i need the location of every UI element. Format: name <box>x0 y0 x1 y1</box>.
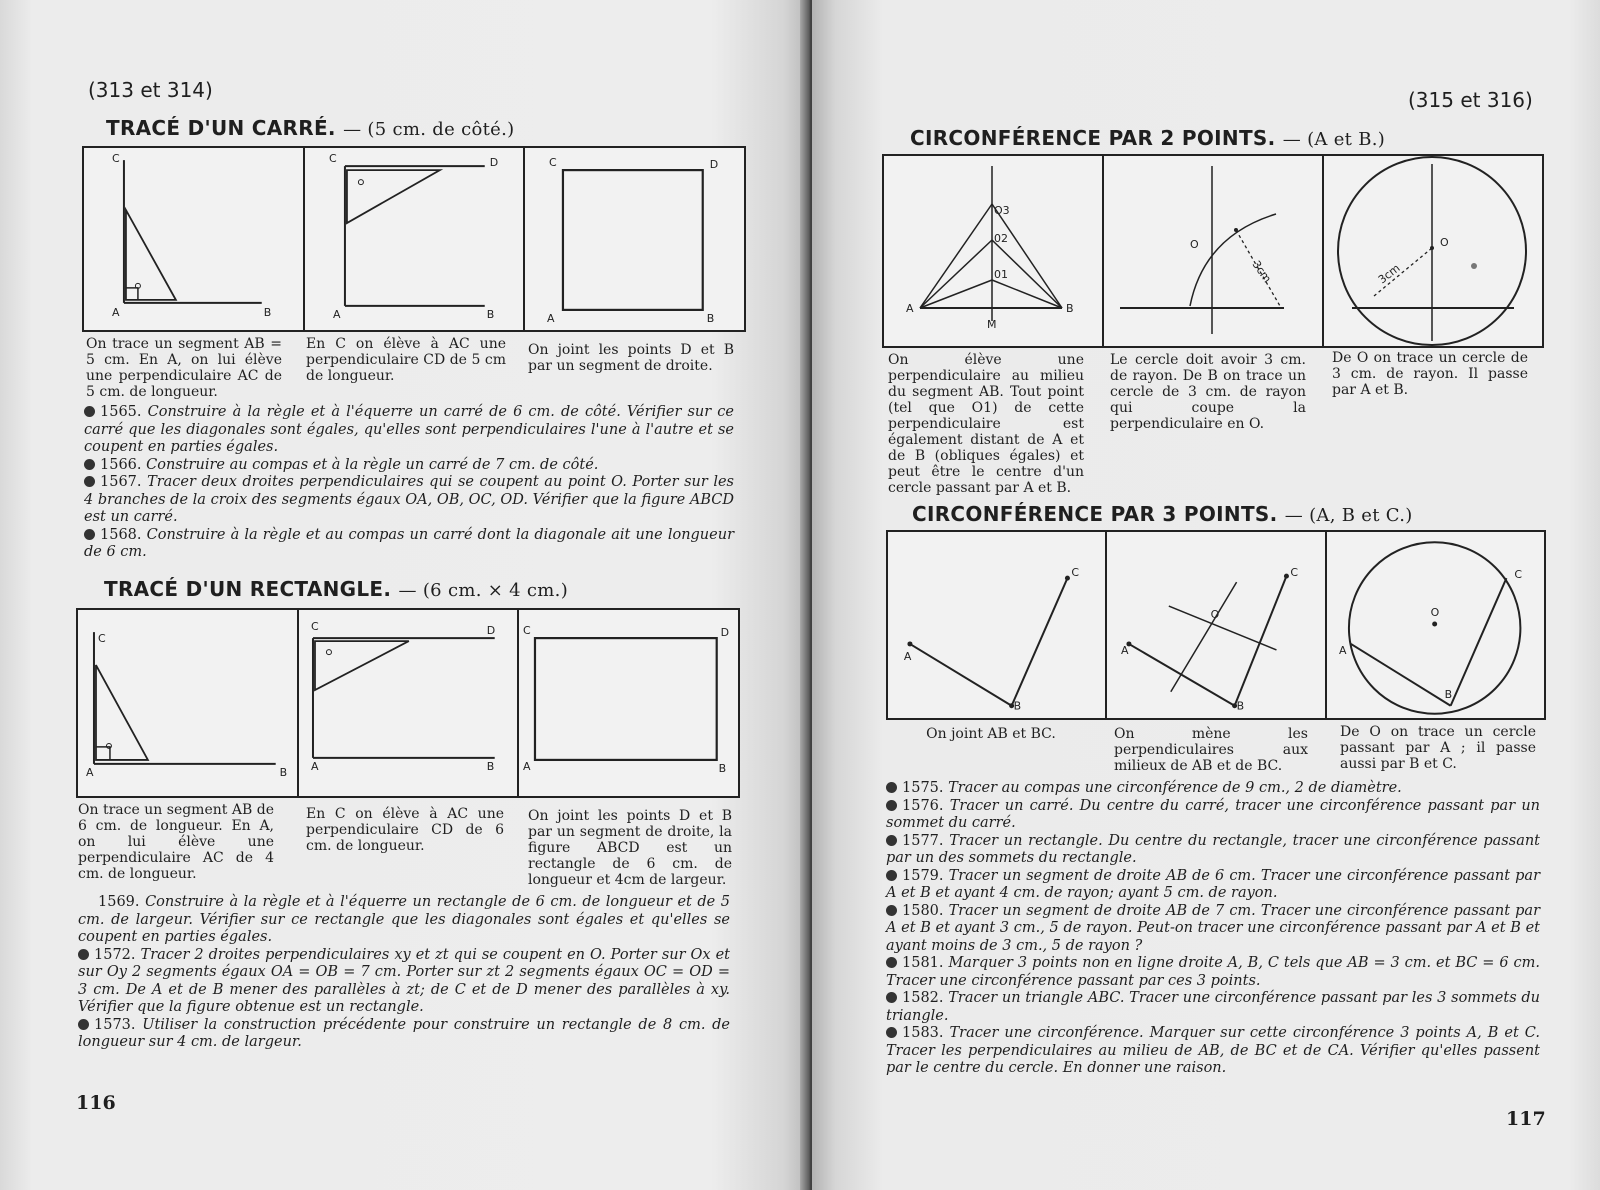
rectangle-step1-drawing <box>78 610 297 796</box>
bullet-icon <box>84 459 95 470</box>
exercise-1566: 1566. Construire au compas et à la règle un carré de 7 cm. de côté. <box>84 457 734 475</box>
label-O: O <box>1440 236 1449 249</box>
label-A: A <box>547 311 555 325</box>
exercise-1581: 1581. Marquer 3 points non en ligne droite A, B, C tels que AB = 3 cm. et BC = 6 cm. Tracer une circonférence passant par ces 3 points. <box>886 955 1541 989</box>
exercise-1582: 1582. Tracer un triangle ABC. Tracer une circonférence passant par les 3 sommets du triangle. <box>886 990 1541 1024</box>
circle2-step3-drawing <box>1324 156 1542 346</box>
rectangle-step3-drawing <box>519 610 738 796</box>
label-O3: O3 <box>994 204 1010 217</box>
label-D: D <box>486 624 495 638</box>
label-A: A <box>1338 643 1347 657</box>
rectangle-subtitle: — (6 cm. × 4 cm.) <box>398 580 569 601</box>
circle3-caption-2: On mène les perpendiculaires aux milieux de AB et de BC. <box>1114 726 1308 774</box>
label-C: C <box>1071 566 1080 580</box>
bullet-icon <box>886 1027 897 1038</box>
label-A: A <box>111 305 120 319</box>
circle3-subtitle: — (A, B et C.) <box>1284 505 1413 526</box>
label-A: A <box>332 307 341 321</box>
label-O: O <box>1211 608 1220 622</box>
label-B: B <box>263 305 272 319</box>
bullet-icon <box>84 476 95 487</box>
square-caption-1: On trace un segment AB = 5 cm. En A, on lui élève une perpendiculaire AC de 5 cm. de longueur. <box>86 336 282 400</box>
label-B: B <box>1236 699 1245 713</box>
label-C: C <box>549 156 557 170</box>
label-A: A <box>523 759 531 773</box>
rectangle-exercises <box>78 894 730 1052</box>
square-figure-row <box>82 146 746 332</box>
right-page-number: 117 <box>1506 1108 1546 1130</box>
label-D: D <box>489 156 498 170</box>
exercise-1568: 1568. Construire à la règle et au compas un carré dont la diagonale ait une longueur de 6 cm. <box>84 526 735 560</box>
circle3-caption-3: De O on trace un cercle passant par A ; il passe aussi par B et C. <box>1340 724 1536 772</box>
circle3-title: CIRCONFÉRENCE PAR 3 POINTS. <box>912 502 1278 526</box>
square-title: TRACÉ D'UN CARRÉ. <box>106 116 336 140</box>
square-step1-drawing <box>84 148 303 330</box>
circle3-figure-step2 <box>1107 532 1326 718</box>
square-step2-drawing <box>305 148 524 330</box>
circle2-title: CIRCONFÉRENCE PAR 2 POINTS. <box>910 126 1276 150</box>
left-page-header: (313 et 314) <box>88 78 213 102</box>
exercise-1575: 1575. Tracer au compas une circonférence de 9 cm., 2 de diamètre. <box>886 780 1540 798</box>
bullet-icon <box>886 905 897 916</box>
circle2-caption-2: Le cercle doit avoir 3 cm. de rayon. De B on trace un cercle de 3 cm. de rayon qui coupe la perpendiculaire en O. <box>1110 352 1306 432</box>
rectangle-caption-3: On joint les points D et B par un segment de droite, la figure ABCD est un rectangle de 6 cm. de longueur et 4cm de largeur. <box>528 808 732 888</box>
label-A: A <box>1121 643 1129 657</box>
exercise-1583: 1583. Tracer une circonférence. Marquer sur cette circonférence 3 points A, B et C. Tracer les perpendiculaires au milieu de AB, de BC et de CA. Vérifier qu'elles passent par le centre du cercle. En donner une raison. <box>886 1025 1540 1076</box>
bullet-icon <box>886 870 897 881</box>
rectangle-figure-step1 <box>78 610 299 796</box>
square-caption-2: En C on élève à AC une perpendiculaire CD de 5 cm de longueur. <box>306 336 506 384</box>
label-B: B <box>1066 302 1074 315</box>
circle2-figure-step1 <box>884 156 1104 346</box>
circle3-step1-drawing <box>888 532 1105 718</box>
circle3-step3-drawing <box>1327 532 1544 718</box>
label-3cm: 3cm <box>1249 258 1274 286</box>
circle2-step1-drawing <box>884 156 1102 346</box>
label-C: C <box>111 152 120 166</box>
rectangle-heading <box>104 577 568 601</box>
bullet-icon <box>78 1019 89 1030</box>
bullet-icon <box>886 992 897 1003</box>
label-A: A <box>903 649 912 663</box>
label-A: A <box>310 759 319 773</box>
square-figure-step1 <box>84 148 305 330</box>
bullet-icon <box>78 949 89 960</box>
exercise-1573: 1573. Utiliser la construction précédente pour construire un rectangle de 8 cm. de longueur sur 4 cm. de largeur. <box>78 1016 731 1050</box>
label-C: C <box>97 632 106 646</box>
circle3-caption-1: On joint AB et BC. <box>926 726 1056 742</box>
label-B: B <box>486 307 494 321</box>
circle2-heading <box>910 126 1385 150</box>
label-C: C <box>328 152 337 166</box>
bullet-icon <box>886 835 897 846</box>
circle2-figure-step2 <box>1104 156 1324 346</box>
label-C: C <box>310 620 319 634</box>
exercise-1569: 1569. Construire à la règle et à l'équerre un rectangle de 6 cm. de longueur et de 5 cm. de largeur. Vérifier sur ce rectangle que les diagonales sont égales et qu'elles se coupent en parties égales. <box>78 894 731 945</box>
bullet-icon <box>886 782 897 793</box>
rectangle-step2-drawing <box>299 610 518 796</box>
label-B: B <box>279 765 288 779</box>
label-3cm: 3cm <box>1375 261 1403 287</box>
label-B: B <box>707 311 715 325</box>
rectangle-caption-1: On trace un segment AB de 6 cm. de longueur. En A, on lui élève une perpendiculaire AC de 4 cm. de longueur. <box>78 802 274 882</box>
right-page <box>812 0 1600 1190</box>
square-figure-step3 <box>525 148 744 330</box>
bullet-icon <box>886 957 897 968</box>
label-O: O <box>1190 238 1199 251</box>
circle3-figure-row <box>886 530 1546 720</box>
exercise-1565: 1565. Construire à la règle et à l'équerre un carré de 6 cm. de côté. Vérifier sur ce carré que les diagonales sont égales, qu'elles sont perpendiculaires l'une à l'autre et se coupent en parties égales. <box>84 404 735 455</box>
bullet-icon <box>84 529 95 540</box>
square-subtitle: — (5 cm. de côté.) <box>343 119 515 140</box>
circle2-caption-1: On élève une perpendiculaire au milieu du segment AB. Tout point (tel que O1) de cette perpendiculaire est également distant de A et de B (obliques égales) et peut être le centre d'un cercle passant par A et B. <box>888 352 1084 496</box>
rectangle-title: TRACÉ D'UN RECTANGLE. <box>104 577 392 601</box>
exercise-1577: 1577. Tracer un rectangle. Du centre du rectangle, tracer une circonférence passant par un des sommets du rectangle. <box>886 832 1540 866</box>
circle3-heading <box>912 502 1413 526</box>
circle2-figure-row <box>882 154 1544 348</box>
circle2-caption-3: De O on trace un cercle de 3 cm. de rayon. Il passe par A et B. <box>1332 350 1528 398</box>
label-B: B <box>1013 699 1022 713</box>
label-M: M <box>987 318 997 331</box>
rectangle-figure-step3 <box>519 610 738 796</box>
label-O: O <box>1430 606 1439 620</box>
circle3-figure-step3 <box>1327 532 1544 718</box>
circle-exercises <box>886 780 1540 1078</box>
rectangle-caption-2: En C on élève à AC une perpendiculaire CD de 6 cm. de longueur. <box>306 806 504 854</box>
label-C: C <box>1514 568 1522 582</box>
exercise-1579: 1579. Tracer un segment de droite AB de 6 cm. Tracer une circonférence passant par A et B et ayant 4 cm. de rayon; ayant 5 cm. de rayon. <box>886 867 1540 901</box>
exercise-1567: 1567. Tracer deux droites perpendiculaires qui se coupent au point O. Porter sur les 4 branches de la croix des segments égaux OA, OB, OC, OD. Vérifier que la figure ABCD est un carré. <box>84 474 734 525</box>
label-O1: 01 <box>994 268 1008 281</box>
rectangle-figure-step2 <box>299 610 520 796</box>
label-A: A <box>85 765 94 779</box>
label-B: B <box>1444 687 1452 701</box>
square-heading <box>106 116 514 140</box>
circle3-figure-step1 <box>888 532 1107 718</box>
circle2-subtitle: — (A et B.) <box>1282 129 1386 150</box>
label-O2: 02 <box>994 232 1008 245</box>
label-C: C <box>1290 566 1299 580</box>
label-B: B <box>486 759 494 773</box>
right-page-header: (315 et 316) <box>1408 88 1533 112</box>
label-B: B <box>719 761 727 775</box>
bullet-icon <box>886 800 897 811</box>
left-page-number: 116 <box>76 1092 116 1114</box>
square-caption-3: On joint les points D et B par un segment de droite. <box>528 342 734 374</box>
label-A: A <box>906 302 914 315</box>
square-step3-drawing <box>525 148 744 330</box>
rectangle-figure-row <box>76 608 740 798</box>
exercise-1580: 1580. Tracer un segment de droite AB de 7 cm. Tracer une circonférence passant par A et B et ayant 3 cm., 5 de rayon. Peut-on tracer une circonférence passant par A et B et ayant moins de 3 cm., 5 de rayon ? <box>886 902 1540 954</box>
square-exercises <box>84 404 734 562</box>
circle2-figure-step3 <box>1324 156 1542 346</box>
exercise-1572: 1572. Tracer 2 droites perpendiculaires xy et zt qui se coupent en O. Porter sur Ox et sur Oy 2 segments égaux OA = OB = 7 cm. Porter sur zt 2 segments égaux OC = OD = 3 cm. De A et de B mener des parallèles à zt; de C et de D mener des parallèles à xy. Vérifier que la figure obtenue est un rectangle. <box>78 946 731 1015</box>
square-figure-step2 <box>305 148 526 330</box>
circle2-step2-drawing <box>1104 156 1322 346</box>
exercise-1576: 1576. Tracer un carré. Du centre du carré, tracer une circonférence passant par un sommet du carré. <box>886 797 1540 831</box>
bullet-icon <box>84 406 95 417</box>
label-D: D <box>721 626 730 640</box>
label-D: D <box>710 158 719 172</box>
circle3-step2-drawing <box>1107 532 1324 718</box>
label-C: C <box>523 624 532 638</box>
